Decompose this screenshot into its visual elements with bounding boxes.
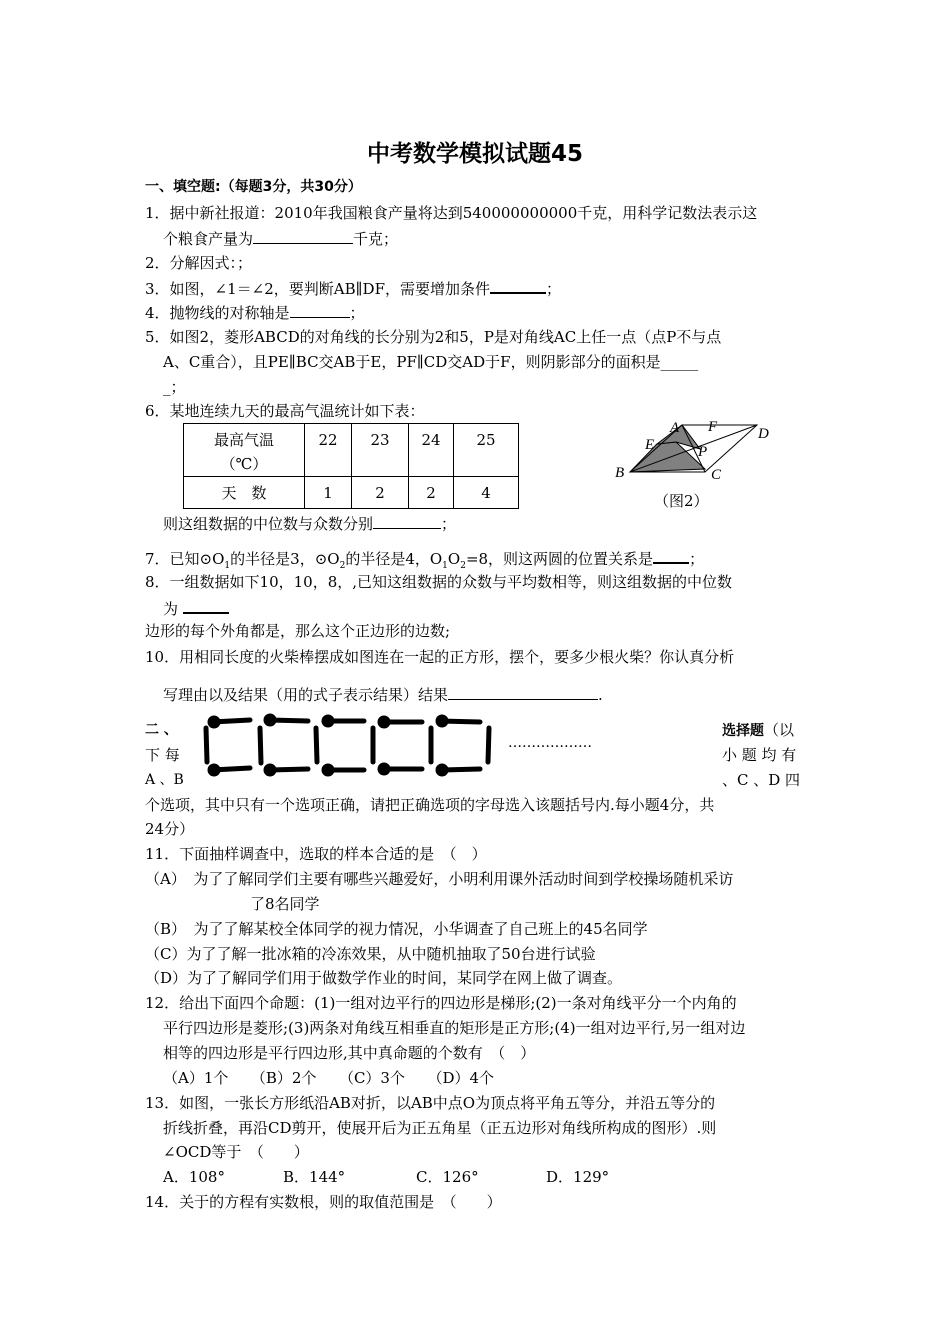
question-13-line-3: ∠OCD等于 （ ） [163,1143,309,1161]
question-11-option-a-line-1: （A） 为了了解同学们主要有哪些兴趣爱好，小明利用课外活动时间到学校操场随机采访 [145,870,734,888]
section2-right-3: 、C 、D 四 [722,771,801,789]
matchstick-figure [198,712,498,777]
question-13-option-d: D．129° [546,1168,610,1186]
answer-blank [373,513,441,529]
question-5-line-1: 5．如图2，菱形ABCD的对角线的长分别为2和5，P是对角线AC上任一点（点P不与点 [145,328,722,346]
label-p: P [698,444,708,460]
question-13-line-1: 13．如图，一张长方形纸沿AB对折，以AB中点O为顶点将平角五等分，并沿五等分的 [145,1094,716,1112]
question-8-line-1: 8．一组数据如下10，10，8，,已知这组数据的众数与平均数相等，则这组数据的中位数 [145,573,733,591]
table-cell: 22 [305,424,352,477]
question-14: 14．关于的方程有实数根，则的取值范围是 （ ） [145,1193,502,1211]
table-cell: 23 [352,424,409,477]
section2-right-1: 选择题（以 [722,721,795,739]
label-d: D [758,426,769,442]
question-11-option-d: （D）为了了解同学们用于做数学作业的时间，某同学在网上做了调查。 [145,969,623,987]
label-f: F [708,419,718,435]
table-row-label: 天 数 [184,477,305,509]
temperature-table [183,423,519,509]
label-c: C [711,467,722,483]
label-a: A [670,420,680,436]
table-cell: 25 [454,424,519,477]
section1-heading: 一、填空题:（每题3分，共30分） [145,179,362,195]
question-6-end: 则这组数据的中位数与众数分别 ； [163,515,457,533]
table-cell: 2 [352,477,409,509]
question-8-line-2: 为 [163,597,229,619]
question-13-option-c: C．126° [416,1168,479,1186]
section2-line-5: 24分） [145,820,195,838]
question-3: 3．如图，∠1＝∠2，要判断AB∥DF，需要增加条件 ； [145,277,561,299]
question-13-option-a: A．108° [163,1168,225,1186]
page-title: 中考数学模拟试题45 [366,141,583,167]
table-cell: 24 [409,424,454,477]
answer-blank [253,228,353,244]
question-5-line-3: _； [163,378,186,396]
section2-left-3: A 、B [145,772,184,788]
section2-line-4: 个选项，其中只有一个选项正确，请把正确选项的字母选入该题括号内.每小题4分，共 [145,796,715,814]
ellipsis: ……………… [508,735,592,751]
figure-caption: （图2） [654,492,709,510]
question-11-option-a-line-2: 了8名同学 [250,895,320,913]
answer-blank [448,684,598,700]
question-7: 7．已知$⊙O_1$的半径是3，$⊙O_2$的半径是4，$O_1O_2=8$，则这两圆的位置关系是 ； [145,547,704,576]
question-6-intro: 6．某地连续九天的最高气温统计如下表： [145,402,425,420]
question-11-option-b: （B） 为了了解某校全体同学的视力情况，小华调查了自己班上的45名同学 [145,920,648,938]
label-b: B [615,465,625,481]
table-cell: 2 [409,477,454,509]
question-10-line-1: 10．用相同长度的火柴棒摆成如图连在一起的正方形，摆个，要多少根火柴？你认真分析 [145,648,735,666]
question-12-line-2: 平行四边形是菱形;(3)两条对角线互相垂直的矩形是正方形;(4)一组对边平行,另一组对边 [163,1019,746,1037]
question-12-line-3: 相等的四边形是平行四边形,其中真命题的个数有 （ ） [163,1044,536,1062]
question-13-line-2: 折线折叠，再沿CD剪开，使展开后为正五角星（正五边形对角线所构成的图形）.则 [163,1119,717,1137]
section2-right-2: 小 题 均 有 [722,746,797,764]
question-9: 边形的每个外角都是，那么这个正边形的边数; [145,622,451,640]
answer-blank [490,277,546,294]
answer-blank [290,302,350,318]
table-cell: 4 [454,477,519,509]
table-cell: 1 [305,477,352,509]
question-2: 2．分解因式：； [145,254,253,272]
question-13-option-b: B．144° [283,1168,346,1186]
question-5-line-2: A、C重合），且PE∥BC交AB于E，PF∥CD交AD于F，则阴影部分的面积是_____ [163,353,699,371]
question-10-line-2: 写理由以及结果（用的式子表示结果）结果 . [163,686,603,704]
question-12-line-1: 12．给出下面四个命题：(1)一组对边平行的四边形是梯形;(2)一条对角线平分一个内角的 [145,994,737,1012]
answer-blank [183,597,229,614]
answer-blank [653,547,689,564]
question-11-option-c: （C）为了了解一批冰箱的冷冻效果，从中随机抽取了50台进行试验 [145,945,596,963]
question-4: 4．抛物线的对称轴是 ； [145,304,365,322]
section2-left-1: 二 、 [145,722,178,738]
question-11-stem: 11．下面抽样调查中，选取的样本合适的是 （ ） [145,845,487,863]
table-header-label: 最高气温 （℃） [184,424,305,477]
figure-2-rhombus [600,412,790,517]
question-1-line-1: 1．据中新社报道：2010年我国粮食产量将达到540000000000千克，用科学记数法表示这 [145,204,758,222]
section2-left-2: 下 每 [145,746,180,764]
question-12-options: （A）1个 （B）2个 （C）3个 （D）4个 [163,1069,495,1087]
label-e: E [645,437,655,453]
question-1-line-2: 个粮食产量为 千克； [163,230,399,248]
